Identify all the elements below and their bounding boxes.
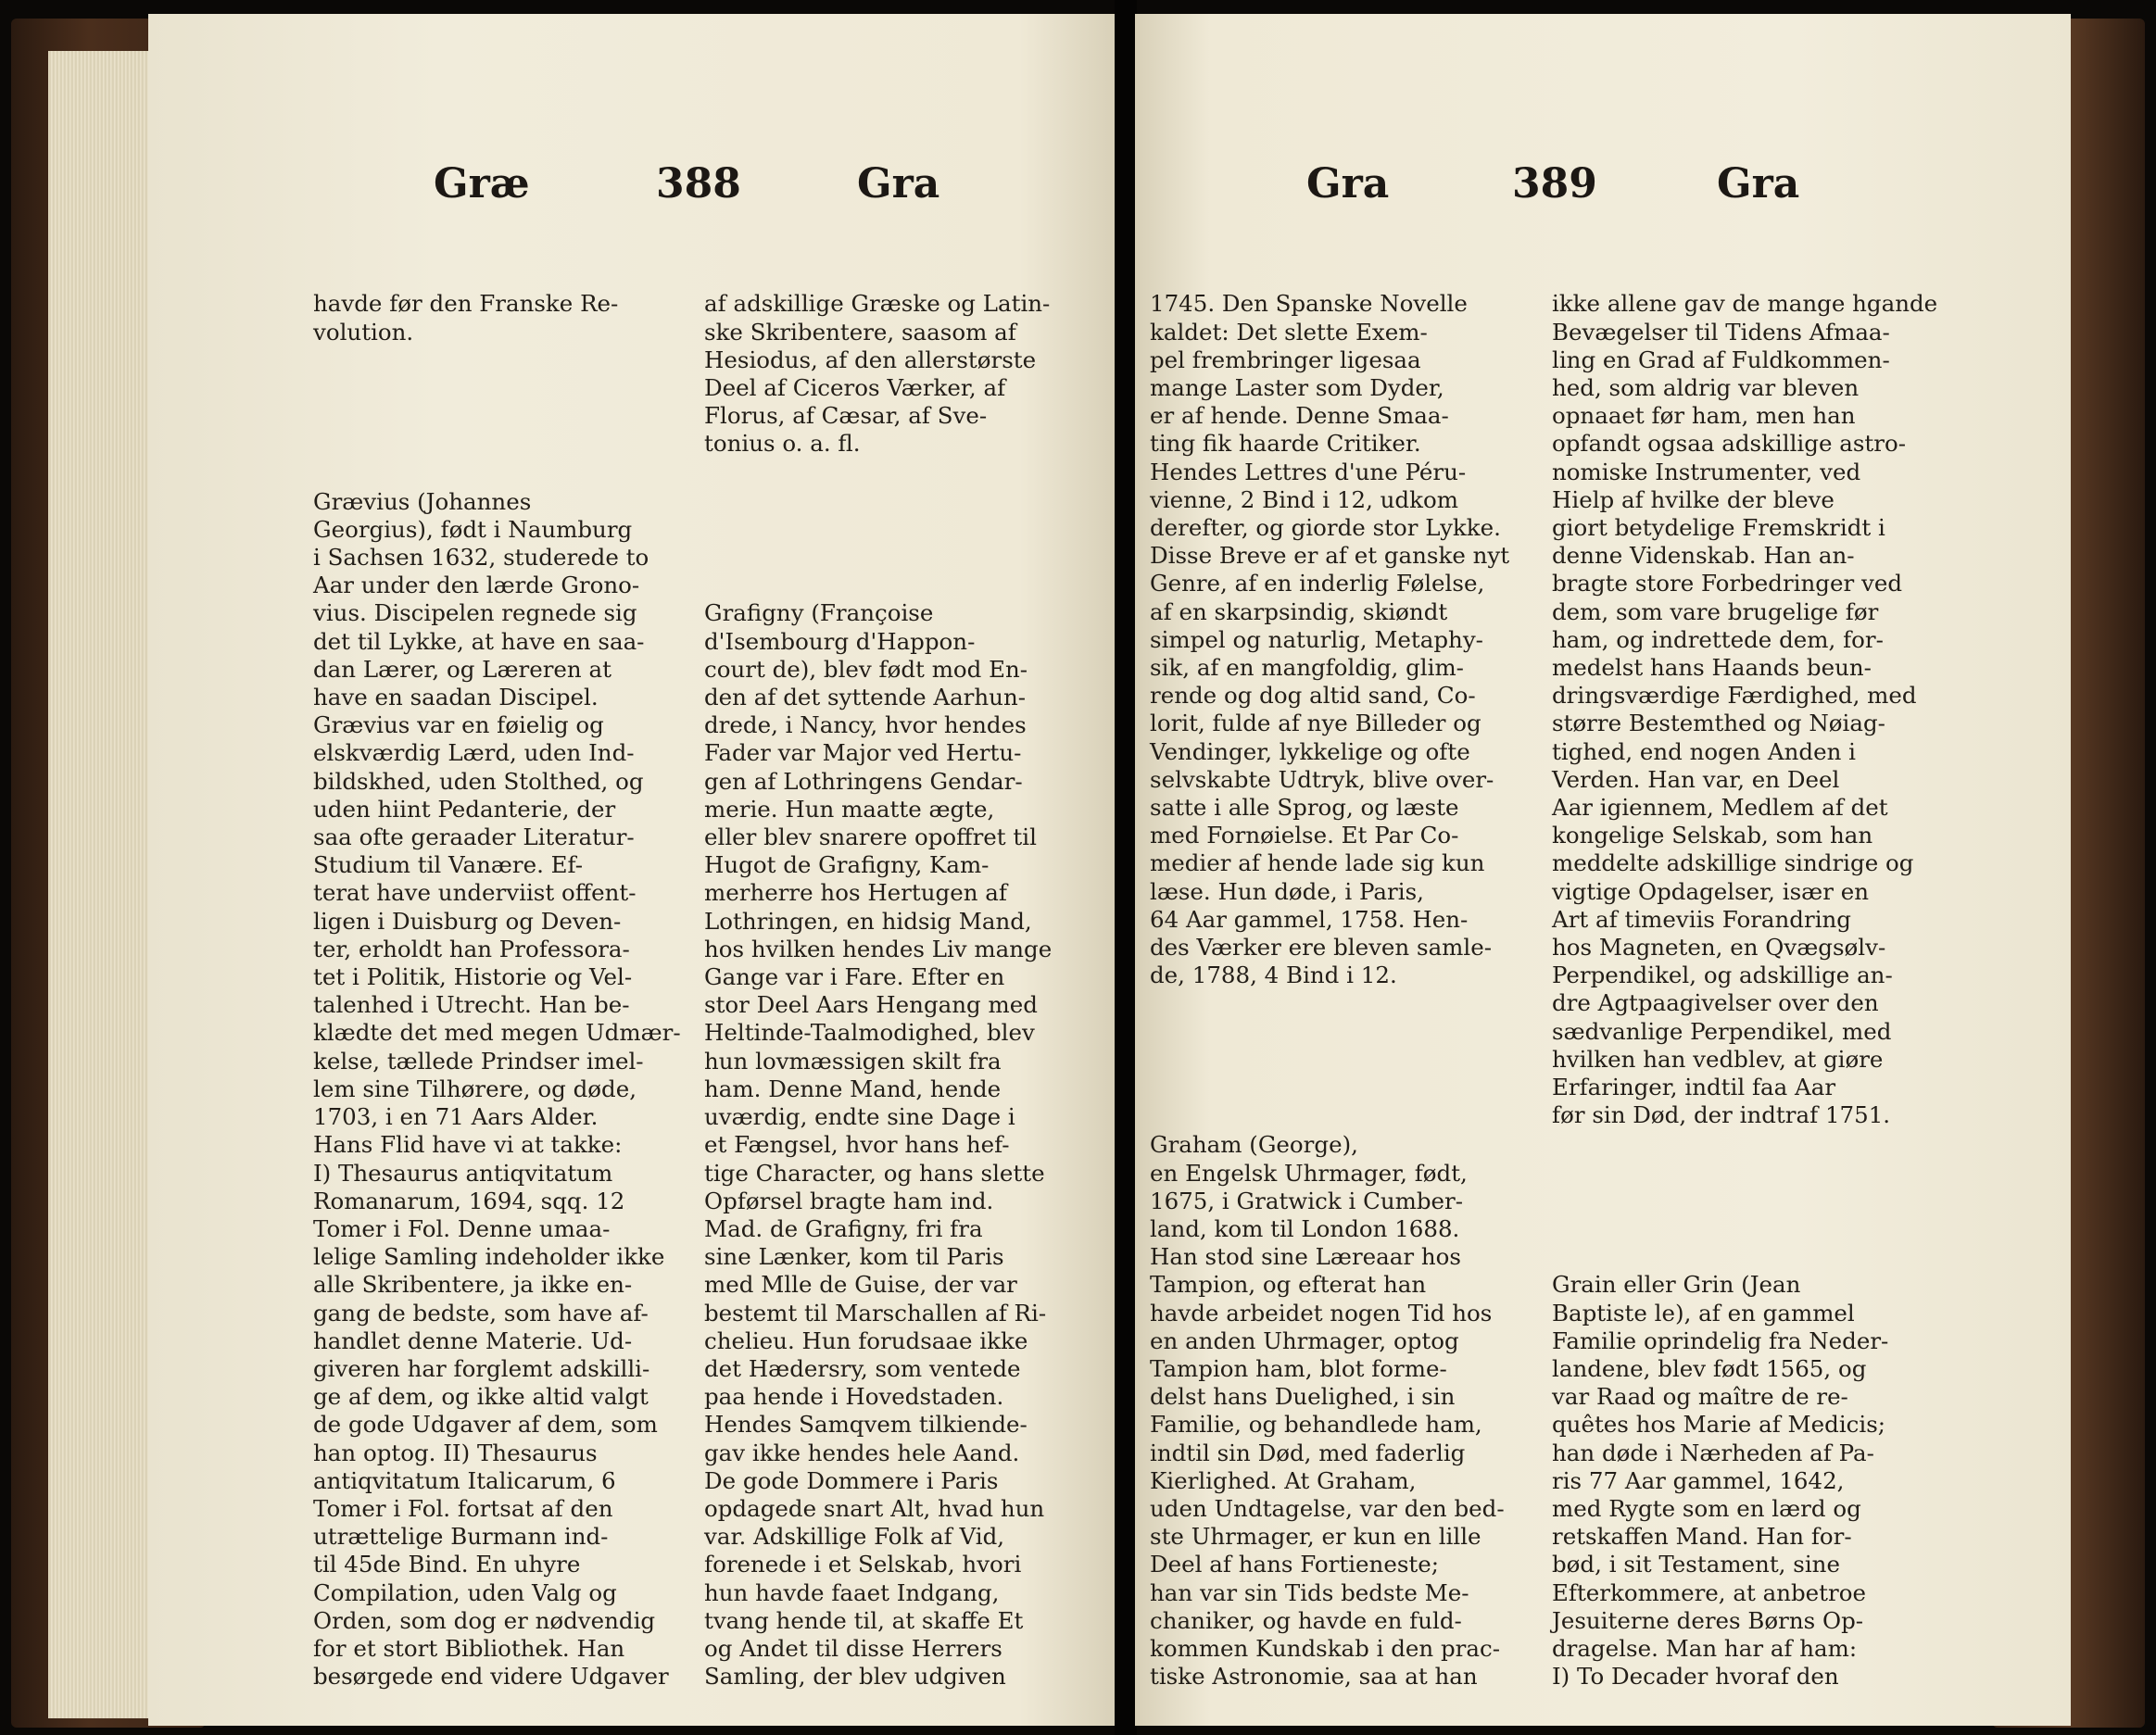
left-page-number: 388 — [656, 160, 741, 207]
paragraph: ikke allene gav de mange hgande Bevægelser til Tidens Afmaa- ling en Grad af Fuldkommen- hed, som aldrig var bleven opnaaet før ham, men han opfandt ogsaa adskillige astro- nomiske Instrumenter, ved Hielp af hvilke der bleve giort betydelige Fremskridt i denne Videnskab. Han an- bragte store Forbedringer ved dem, som vare brugelige før ham, og indrettede dem, for- medelst hans Haands beun- dringsværdige Færdighed, med større Bestemthed og Nøiag- tighed, end nogen Anden i Verden. Han var, en Deel Aar igiennem, Medlem af det kongelige Selskab, som han meddelte adskillige sindrige og vigtige Opdagelser, især en Art af timeviis Forandring hos Magneten, en Qvægsølv- Perpendikel, og adskillige an- dre Agtpaagivelser over den sædvanlige Perpendikel, med hvilken han vedblev, at giøre Erfaringer, indtil faa Aar før sin Død, der indtraf 1751. — [1552, 290, 1938, 1129]
paragraph: Grafigny (Françoise d'Isembourg d'Happon- court de), blev født mod En- den af det syttende Aarhun- drede, i Nancy, hvor hendes Fader var Major ved Hertu- gen af Lothringens Gendar- merie. Hun maatte ægte, eller blev snarere opoffret til Hugot de Grafigny, Kam- merherre hos Hertugen af Lothringen, en hidsig Mand, hos hvilken hendes Liv mange Gange var i Fare. Efter en stor Deel Aars Hengang med Heltinde-Taalmodighed, blev hun lovmæssigen skilt fra ham. Denne Mand, hende uværdig, endte sine Dage i et Fængsel, hvor hans hef- tige Character, og hans slette Opførsel bragte ham ind. Mad. de Grafigny, fri fra sine Lænker, kom til Paris med Mlle de Guise, der var bestemt til Marschallen af Ri- chelieu. Hun forudsaae ikke det Hædersry, som ventede paa hende i Hovedstaden. Hendes Samqvem tilkiende- gav ikke hendes hele Aand. De gode Dommere i Paris opdagede snart Alt, hvad hun var. Adskillige Folk af Vid, forenede i et Selskab, hvori hun havde faaet Indgang, tvang hende til, at skaffe Et og Andet til disse Herrers Samling, der blev udgiven — [704, 599, 1053, 1691]
paragraph: Grævius (Johannes Georgius), født i Naumburg i Sachsen 1632, studerede to Aar under den lærde Grono- vius. Discipelen regnede sig det til Lykke, at have en saa- dan Lærer, og Læreren at have en saadan Discipel. Grævius var en føielig og elskværdig Lærd, uden Ind- bildskhed, uden Stolthed, og uden hiint Pedanterie, der saa ofte geraader Literatur- Studium til Vanære. Ef- terat have underviist offent- ligen i Duisburg og Deven- ter, erholdt han Professora- tet i Politik, Historie og Vel- talenhed i Utrecht. Han be- klædte det med megen Udmær- kelse, tællede Prindser imel- lem sine Tilhørere, og døde, 1703, i en 71 Aars Alder. Hans Flid have vi at takke: I) Thesaurus antiqvitatum Romanarum, 1694, sqq. 12 Tomer i Fol. Denne umaa- lelige Samling indeholder ikke alle Skribentere, ja ikke en- gang de bedste, som have af- handlet denne Materie. Ud- giveren har forglemt adskilli- ge af dem, og ikke altid valgt de gode Udgaver af dem, som han optog. II) Thesaurus antiqvitatum Italicarum, 6 Tomer i Fol. fortsat af den utrættelige Burmann ind- til 45de Bind. En uhyre Compilation, uden Valg og Orden, som dog er nødvendig for et stort Bibliothek. Han besørgede end videre Udgaver — [313, 487, 681, 1691]
right-page — [1135, 14, 2071, 1726]
left-page-header-right-word: Gra — [857, 160, 940, 207]
left-page-header-left-word: Græ — [434, 160, 530, 207]
book-gutter — [1115, 0, 1137, 1735]
paragraph: 1745. Den Spanske Novelle kaldet: Det slette Exem- pel frembringer ligesaa mange Laster som Dyder, er af hende. Denne Smaa- ting fik haarde Critiker. Hendes Lettres d'une Péru- vienne, 2 Bind i 12, udkom derefter, og giorde stor Lykke. Disse Breve er af et ganske nyt Genre, af en inderlig Følelse, af en skarpsindig, skiøndt simpel og naturlig, Metaphy- sik, af en mangfoldig, glim- rende og dog altid sand, Co- lorit, fulde af nye Billeder og Vendinger, lykkelige og ofte selvskabte Udtryk, blive over- satte i alle Sprog, og læste med Fornøielse. Et Par Co- medier af hende lade sig kun læse. Hun døde, i Paris, 64 Aar gammel, 1758. Hen- des Værker ere bleven samle- de, 1788, 4 Bind i 12. — [1150, 290, 1510, 989]
paragraph: Grain eller Grin (Jean Baptiste le), af en gammel Familie oprindelig fra Neder- landene, blev født 1565, og var Raad og maître de re- quêtes hos Marie af Medicis; han døde i Nærheden af Pa- ris 77 Aar gammel, 1642, med Rygte som en lærd og retskaffen Mand. Han for- bød, i sit Testament, sine Efterkommere, at anbetroe Jesuiterne deres Børns Op- dragelse. Man har af ham: I) To Decader hvoraf den — [1552, 1271, 1889, 1691]
paragraph: Graham (George), en Engelsk Uhrmager, født, 1675, i Gratwick i Cumber- land, kom til London 1688. Han stod sine Læreaar hos Tampion, og efterat han havde arbeidet nogen Tid hos en anden Uhrmager, optog Tampion ham, blot forme- delst hans Duelighed, i sin Familie, og behandlede ham, indtil sin Død, med faderlig Kierlighed. At Graham, uden Undtagelse, var den bed- ste Uhrmager, er kun en lille Deel af hans Fortieneste; han var sin Tids bedste Me- chaniker, og havde en fuld- kommen Kundskab i den prac- tiske Astronomie, saa at han — [1150, 1131, 1505, 1691]
right-page-header-right-word: Gra — [1717, 160, 1800, 207]
page-edges — [48, 51, 159, 1718]
right-page-number: 389 — [1512, 160, 1597, 207]
left-page-column-1 — [313, 234, 702, 1726]
paragraph: af adskillige Græske og Latin- ske Skribentere, saasom af Hesiodus, af den allerstørste Deel af Ciceros Værker, af Florus, af Cæsar, af Sve- tonius o. a. fl. — [704, 290, 1051, 458]
left-page — [148, 14, 1116, 1726]
right-page-column-1 — [1150, 234, 1548, 1726]
right-page-header-left-word: Gra — [1306, 160, 1390, 207]
right-page-column-2 — [1552, 234, 1960, 1726]
left-page-column-2 — [704, 234, 1093, 1726]
paragraph: havde før den Franske Re- volution. — [313, 290, 619, 346]
